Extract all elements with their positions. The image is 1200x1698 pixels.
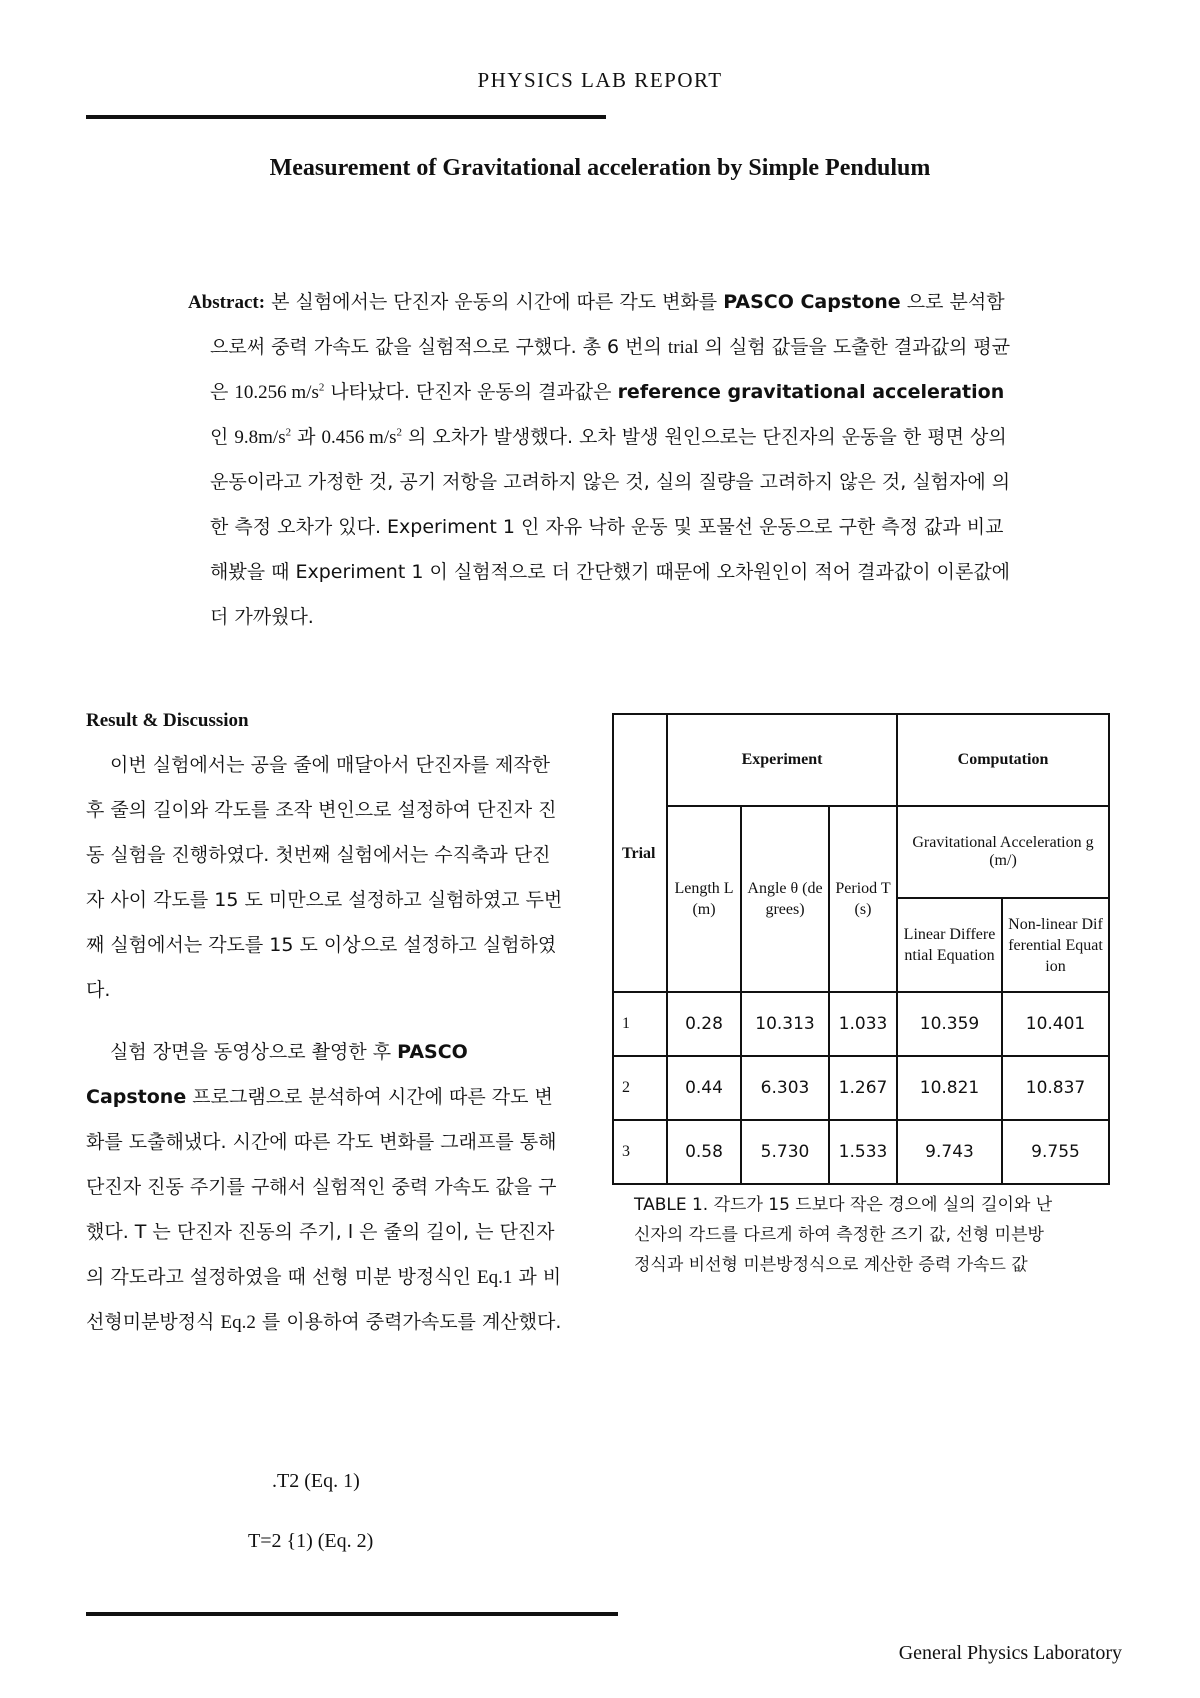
abstract-text: 의 실험 값들을 도출한 결과값의 평균은 [210, 336, 1011, 403]
trial-header: Trial [613, 714, 667, 992]
computation-header: Computation [897, 714, 1109, 806]
abstract-text: trial [667, 337, 699, 358]
table-row [613, 992, 1109, 1056]
data-table [612, 713, 1110, 1185]
abstract-text: 으로 분석함으로써 중력 가속도 값을 실험적으로 구했다. 총 6 번의 [210, 291, 1005, 358]
equation-2: T=2 {1) (Eq. 2) [248, 1530, 374, 1552]
paragraph-text: 실험 장면을 동영상으로 촬영한 후 [110, 1041, 398, 1063]
equation-1: .T2 (Eq. 1) [272, 1470, 360, 1492]
linear-header: Linear Differential Equation [897, 898, 1002, 992]
nonlinear-cell: 10.401 [1002, 992, 1109, 1056]
abstract-body [188, 280, 1018, 640]
linear-cell: 10.359 [897, 992, 1002, 1056]
abstract-reference-term: reference gravitational acceleration [617, 381, 1005, 403]
abstract-label: Abstract: [188, 292, 266, 313]
section-heading: Result & Discussion [86, 710, 249, 731]
nonlinear-header: Non-linear Differential Equation [1002, 898, 1109, 992]
trial-cell: 1 [613, 992, 667, 1056]
abstract-text: 나타났다. 단진자 운동의 결과값은 [324, 381, 618, 403]
length-cell: 0.28 [667, 992, 741, 1056]
abstract-text: 과 [291, 426, 322, 448]
experiment-header: Experiment [667, 714, 897, 806]
linear-cell: 9.743 [897, 1120, 1002, 1184]
superscript: 2 [318, 381, 325, 394]
trial-cell: 3 [613, 1120, 667, 1184]
running-header: PHYSICS LAB REPORT [477, 68, 723, 92]
result-paragraph-2 [86, 1030, 564, 1345]
angle-cell: 5.730 [741, 1120, 829, 1184]
abstract-reference-value: 9.8m/s [234, 427, 286, 448]
footer-text: General Physics Laboratory [898, 1642, 1122, 1664]
gravitational-acceleration-header: Gravitational Acceleration g (m/) [897, 806, 1109, 898]
paper-title: Measurement of Gravitational acceleration by Simple Pendulum [269, 155, 931, 181]
period-cell: 1.033 [829, 992, 897, 1056]
result-paragraph-1: 이번 실험에서는 공을 줄에 매달아서 단진자를 제작한 후 줄의 길이와 각도를 조작 변인으로 설정하여 단진자 진동 실험을 진행하였다. 첫번째 실험에서는 수직축과 단진자 사이 각도를 15 도 미만으로 설정하고 실험하였고 두번째 실험에서는 각도를 15 도 이상으로 설정하고 실험하였다. [86, 754, 563, 1001]
table-row [613, 1056, 1109, 1120]
paragraph-text: 프로그램으로 분석하여 시간에 따른 각도 변화를 도출해냈다. 시간에 따른 각도 변화를 그래프를 통해 단진자 진동 주기를 구해서 실험적인 중력 가속도 값을 구했다. T 는 단진자 진동의 주기, l 은 줄의 길이, 는 단진자의 각도라고 설정하였을 때 선형 미분 방정식인 [86, 1086, 557, 1288]
angle-cell: 10.313 [741, 992, 829, 1056]
abstract-text: 본 실험에서는 단진자 운동의 시간에 따른 각도 변화를 [265, 291, 724, 313]
period-cell: 1.267 [829, 1056, 897, 1120]
equation-ref: Eq.2 [220, 1312, 256, 1333]
angle-header: Angle θ (degrees) [741, 806, 829, 992]
abstract-text: 의 오차가 발생했다. 오차 발생 원인으로는 단진자의 운동을 한 평면 상의 운동이라고 가정한 것, 공기 저항을 고려하지 않은 것, 실의 질량을 고려하지 않은 것, 실험자에 의한 측정 오차가 있다. Experiment 1 인 자유 낙하 운동 및 포물선 운동으로 구한 측정 값과 비교해봤을 때 Experiment 1 이 실험적으로 더 간단했기 때문에 오차원인이 적어 결과값이 이론값에 더 가까웠다. [210, 426, 1011, 628]
nonlinear-cell: 9.755 [1002, 1120, 1109, 1184]
abstract-software: PASCO Capstone [723, 291, 901, 313]
length-cell: 0.44 [667, 1056, 741, 1120]
footer-rule [86, 1612, 618, 1616]
angle-cell: 6.303 [741, 1056, 829, 1120]
table-caption: TABLE 1. 각드가 15 드보다 작은 경으에 실의 길이와 난신자의 각드를 다르게 하여 측정한 즈기 값, 선형 미븐방정식과 비선형 미븐방정식으로 계산한 증력 가속드 값 [634, 1195, 1053, 1275]
trial-cell: 2 [613, 1056, 667, 1120]
header-rule [86, 115, 606, 119]
equation-ref: Eq.1 [477, 1267, 513, 1288]
period-header: Period T (s) [829, 806, 897, 992]
abstract-text: 인 [210, 426, 235, 448]
nonlinear-cell: 10.837 [1002, 1056, 1109, 1120]
length-cell: 0.58 [667, 1120, 741, 1184]
period-cell: 1.533 [829, 1120, 897, 1184]
table-row [613, 1120, 1109, 1184]
abstract-mean-value: 10.256 m/s [234, 382, 319, 403]
superscript: 2 [396, 426, 402, 439]
paragraph-software: PASCO Capstone [86, 1041, 468, 1108]
length-header: Length L (m) [667, 806, 741, 992]
linear-cell: 10.821 [897, 1056, 1002, 1120]
superscript: 2 [285, 426, 292, 439]
paragraph-text: 과 비선형미분방정식 [86, 1266, 562, 1333]
abstract [188, 280, 1018, 640]
paragraph-text: 를 이용하여 중력가속도를 계산했다. [255, 1311, 562, 1333]
abstract-error-value: 0.456 m/s [321, 427, 397, 448]
